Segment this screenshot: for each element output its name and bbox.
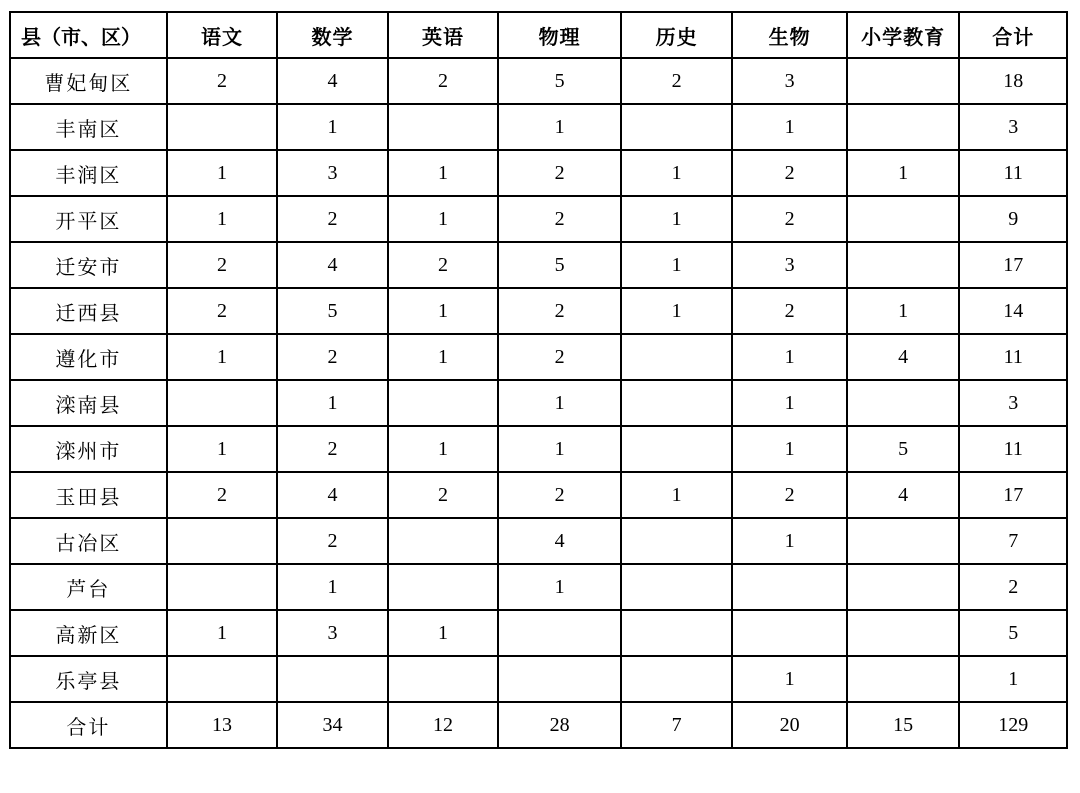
data-cell: 3 xyxy=(732,58,847,104)
subject-column-header: 小学教育 xyxy=(847,12,960,58)
data-cell: 12 xyxy=(388,702,499,748)
data-cell: 3 xyxy=(959,104,1067,150)
row-label: 丰南区 xyxy=(10,104,167,150)
header-row xyxy=(10,12,1067,58)
data-cell: 1 xyxy=(621,288,733,334)
data-cell xyxy=(388,564,499,610)
data-cell xyxy=(388,380,499,426)
data-cell xyxy=(847,242,960,288)
data-cell: 5 xyxy=(498,58,621,104)
data-cell: 2 xyxy=(732,472,847,518)
row-label: 芦台 xyxy=(10,564,167,610)
data-cell xyxy=(847,196,960,242)
data-cell: 34 xyxy=(277,702,388,748)
row-label: 高新区 xyxy=(10,610,167,656)
data-cell: 1 xyxy=(388,196,499,242)
table-row xyxy=(10,656,1067,702)
data-cell: 1 xyxy=(498,380,621,426)
table-row xyxy=(10,196,1067,242)
data-cell: 1 xyxy=(732,518,847,564)
data-cell: 5 xyxy=(847,426,960,472)
data-cell: 11 xyxy=(959,334,1067,380)
subject-column-header: 生物 xyxy=(732,12,847,58)
data-cell: 15 xyxy=(847,702,960,748)
data-cell: 3 xyxy=(277,150,388,196)
data-cell: 4 xyxy=(277,58,388,104)
data-cell xyxy=(847,380,960,426)
data-cell: 1 xyxy=(167,196,278,242)
data-cell: 14 xyxy=(959,288,1067,334)
total-row xyxy=(10,702,1067,748)
table-row xyxy=(10,518,1067,564)
row-label: 玉田县 xyxy=(10,472,167,518)
data-cell: 1 xyxy=(277,564,388,610)
row-label: 迁安市 xyxy=(10,242,167,288)
data-cell: 9 xyxy=(959,196,1067,242)
data-cell xyxy=(167,564,278,610)
row-label: 迁西县 xyxy=(10,288,167,334)
data-cell: 17 xyxy=(959,242,1067,288)
data-cell: 129 xyxy=(959,702,1067,748)
data-cell: 1 xyxy=(388,288,499,334)
table-row xyxy=(10,288,1067,334)
data-cell: 17 xyxy=(959,472,1067,518)
row-label: 丰润区 xyxy=(10,150,167,196)
data-cell: 7 xyxy=(959,518,1067,564)
table-row xyxy=(10,426,1067,472)
table-row xyxy=(10,104,1067,150)
data-cell: 20 xyxy=(732,702,847,748)
data-cell: 1 xyxy=(847,288,960,334)
data-cell xyxy=(167,380,278,426)
data-cell: 1 xyxy=(388,426,499,472)
table-row xyxy=(10,58,1067,104)
table-row xyxy=(10,150,1067,196)
district-subject-count-table xyxy=(9,11,1068,749)
data-cell: 11 xyxy=(959,150,1067,196)
data-cell xyxy=(167,518,278,564)
data-cell: 1 xyxy=(277,104,388,150)
data-cell: 5 xyxy=(959,610,1067,656)
data-cell xyxy=(847,58,960,104)
data-cell: 28 xyxy=(498,702,621,748)
subject-column-header: 合计 xyxy=(959,12,1067,58)
data-cell: 1 xyxy=(388,610,499,656)
data-cell xyxy=(621,334,733,380)
data-cell: 2 xyxy=(388,472,499,518)
row-label: 遵化市 xyxy=(10,334,167,380)
data-cell xyxy=(847,656,960,702)
data-cell: 2 xyxy=(732,150,847,196)
data-cell: 2 xyxy=(498,150,621,196)
total-row-label: 合计 xyxy=(10,702,167,748)
data-cell xyxy=(732,610,847,656)
data-cell: 4 xyxy=(277,472,388,518)
data-cell: 2 xyxy=(167,58,278,104)
data-cell: 1 xyxy=(621,196,733,242)
data-cell: 1 xyxy=(732,104,847,150)
data-cell: 1 xyxy=(621,150,733,196)
data-cell: 1 xyxy=(498,104,621,150)
subject-column-header: 英语 xyxy=(388,12,499,58)
data-cell xyxy=(167,656,278,702)
data-cell: 18 xyxy=(959,58,1067,104)
row-label: 开平区 xyxy=(10,196,167,242)
row-label: 曹妃甸区 xyxy=(10,58,167,104)
data-cell: 2 xyxy=(167,288,278,334)
data-cell xyxy=(621,656,733,702)
table-row xyxy=(10,610,1067,656)
data-cell: 1 xyxy=(959,656,1067,702)
data-cell xyxy=(847,104,960,150)
data-cell: 2 xyxy=(732,196,847,242)
row-label: 滦南县 xyxy=(10,380,167,426)
row-label: 古冶区 xyxy=(10,518,167,564)
data-cell: 1 xyxy=(167,334,278,380)
data-cell xyxy=(277,656,388,702)
table-row xyxy=(10,242,1067,288)
data-cell: 3 xyxy=(732,242,847,288)
data-cell: 1 xyxy=(277,380,388,426)
data-cell: 2 xyxy=(959,564,1067,610)
data-cell xyxy=(621,380,733,426)
data-cell: 2 xyxy=(498,472,621,518)
data-cell: 7 xyxy=(621,702,733,748)
data-cell: 1 xyxy=(498,564,621,610)
data-cell: 2 xyxy=(388,242,499,288)
table-row xyxy=(10,564,1067,610)
data-cell: 2 xyxy=(498,196,621,242)
subject-column-header: 物理 xyxy=(498,12,621,58)
data-cell: 1 xyxy=(621,242,733,288)
table-row xyxy=(10,380,1067,426)
data-cell xyxy=(847,518,960,564)
data-cell: 2 xyxy=(498,288,621,334)
data-cell xyxy=(847,564,960,610)
data-cell: 3 xyxy=(277,610,388,656)
data-cell: 4 xyxy=(847,334,960,380)
data-cell: 1 xyxy=(388,150,499,196)
data-cell: 1 xyxy=(167,610,278,656)
data-cell xyxy=(498,610,621,656)
data-cell: 2 xyxy=(277,518,388,564)
subject-column-header: 历史 xyxy=(621,12,733,58)
data-cell xyxy=(621,104,733,150)
data-cell xyxy=(621,564,733,610)
data-cell xyxy=(388,518,499,564)
row-label: 乐亭县 xyxy=(10,656,167,702)
data-cell: 1 xyxy=(498,426,621,472)
table-row xyxy=(10,472,1067,518)
data-cell: 1 xyxy=(167,426,278,472)
data-cell: 2 xyxy=(732,288,847,334)
data-cell: 1 xyxy=(732,334,847,380)
data-cell: 11 xyxy=(959,426,1067,472)
data-cell: 2 xyxy=(277,334,388,380)
data-cell xyxy=(732,564,847,610)
row-label: 滦州市 xyxy=(10,426,167,472)
data-cell: 4 xyxy=(498,518,621,564)
data-cell xyxy=(498,656,621,702)
data-cell: 5 xyxy=(498,242,621,288)
data-cell: 2 xyxy=(388,58,499,104)
data-cell: 1 xyxy=(732,426,847,472)
data-cell xyxy=(847,610,960,656)
data-cell xyxy=(621,426,733,472)
data-cell: 2 xyxy=(277,426,388,472)
data-cell: 1 xyxy=(167,150,278,196)
data-cell: 2 xyxy=(621,58,733,104)
subject-column-header: 数学 xyxy=(277,12,388,58)
table-row xyxy=(10,334,1067,380)
data-cell: 1 xyxy=(732,656,847,702)
data-cell xyxy=(388,104,499,150)
data-cell: 4 xyxy=(847,472,960,518)
data-cell: 1 xyxy=(388,334,499,380)
data-cell: 1 xyxy=(847,150,960,196)
data-cell: 5 xyxy=(277,288,388,334)
data-cell: 2 xyxy=(277,196,388,242)
data-cell xyxy=(621,518,733,564)
data-cell xyxy=(621,610,733,656)
data-cell: 13 xyxy=(167,702,278,748)
subject-column-header: 语文 xyxy=(167,12,278,58)
district-column-header: 县（市、区） xyxy=(10,12,167,58)
data-cell: 2 xyxy=(167,472,278,518)
data-cell: 2 xyxy=(167,242,278,288)
data-cell: 4 xyxy=(277,242,388,288)
data-cell xyxy=(167,104,278,150)
data-cell: 3 xyxy=(959,380,1067,426)
data-cell xyxy=(388,656,499,702)
data-cell: 1 xyxy=(732,380,847,426)
data-cell: 1 xyxy=(621,472,733,518)
data-cell: 2 xyxy=(498,334,621,380)
